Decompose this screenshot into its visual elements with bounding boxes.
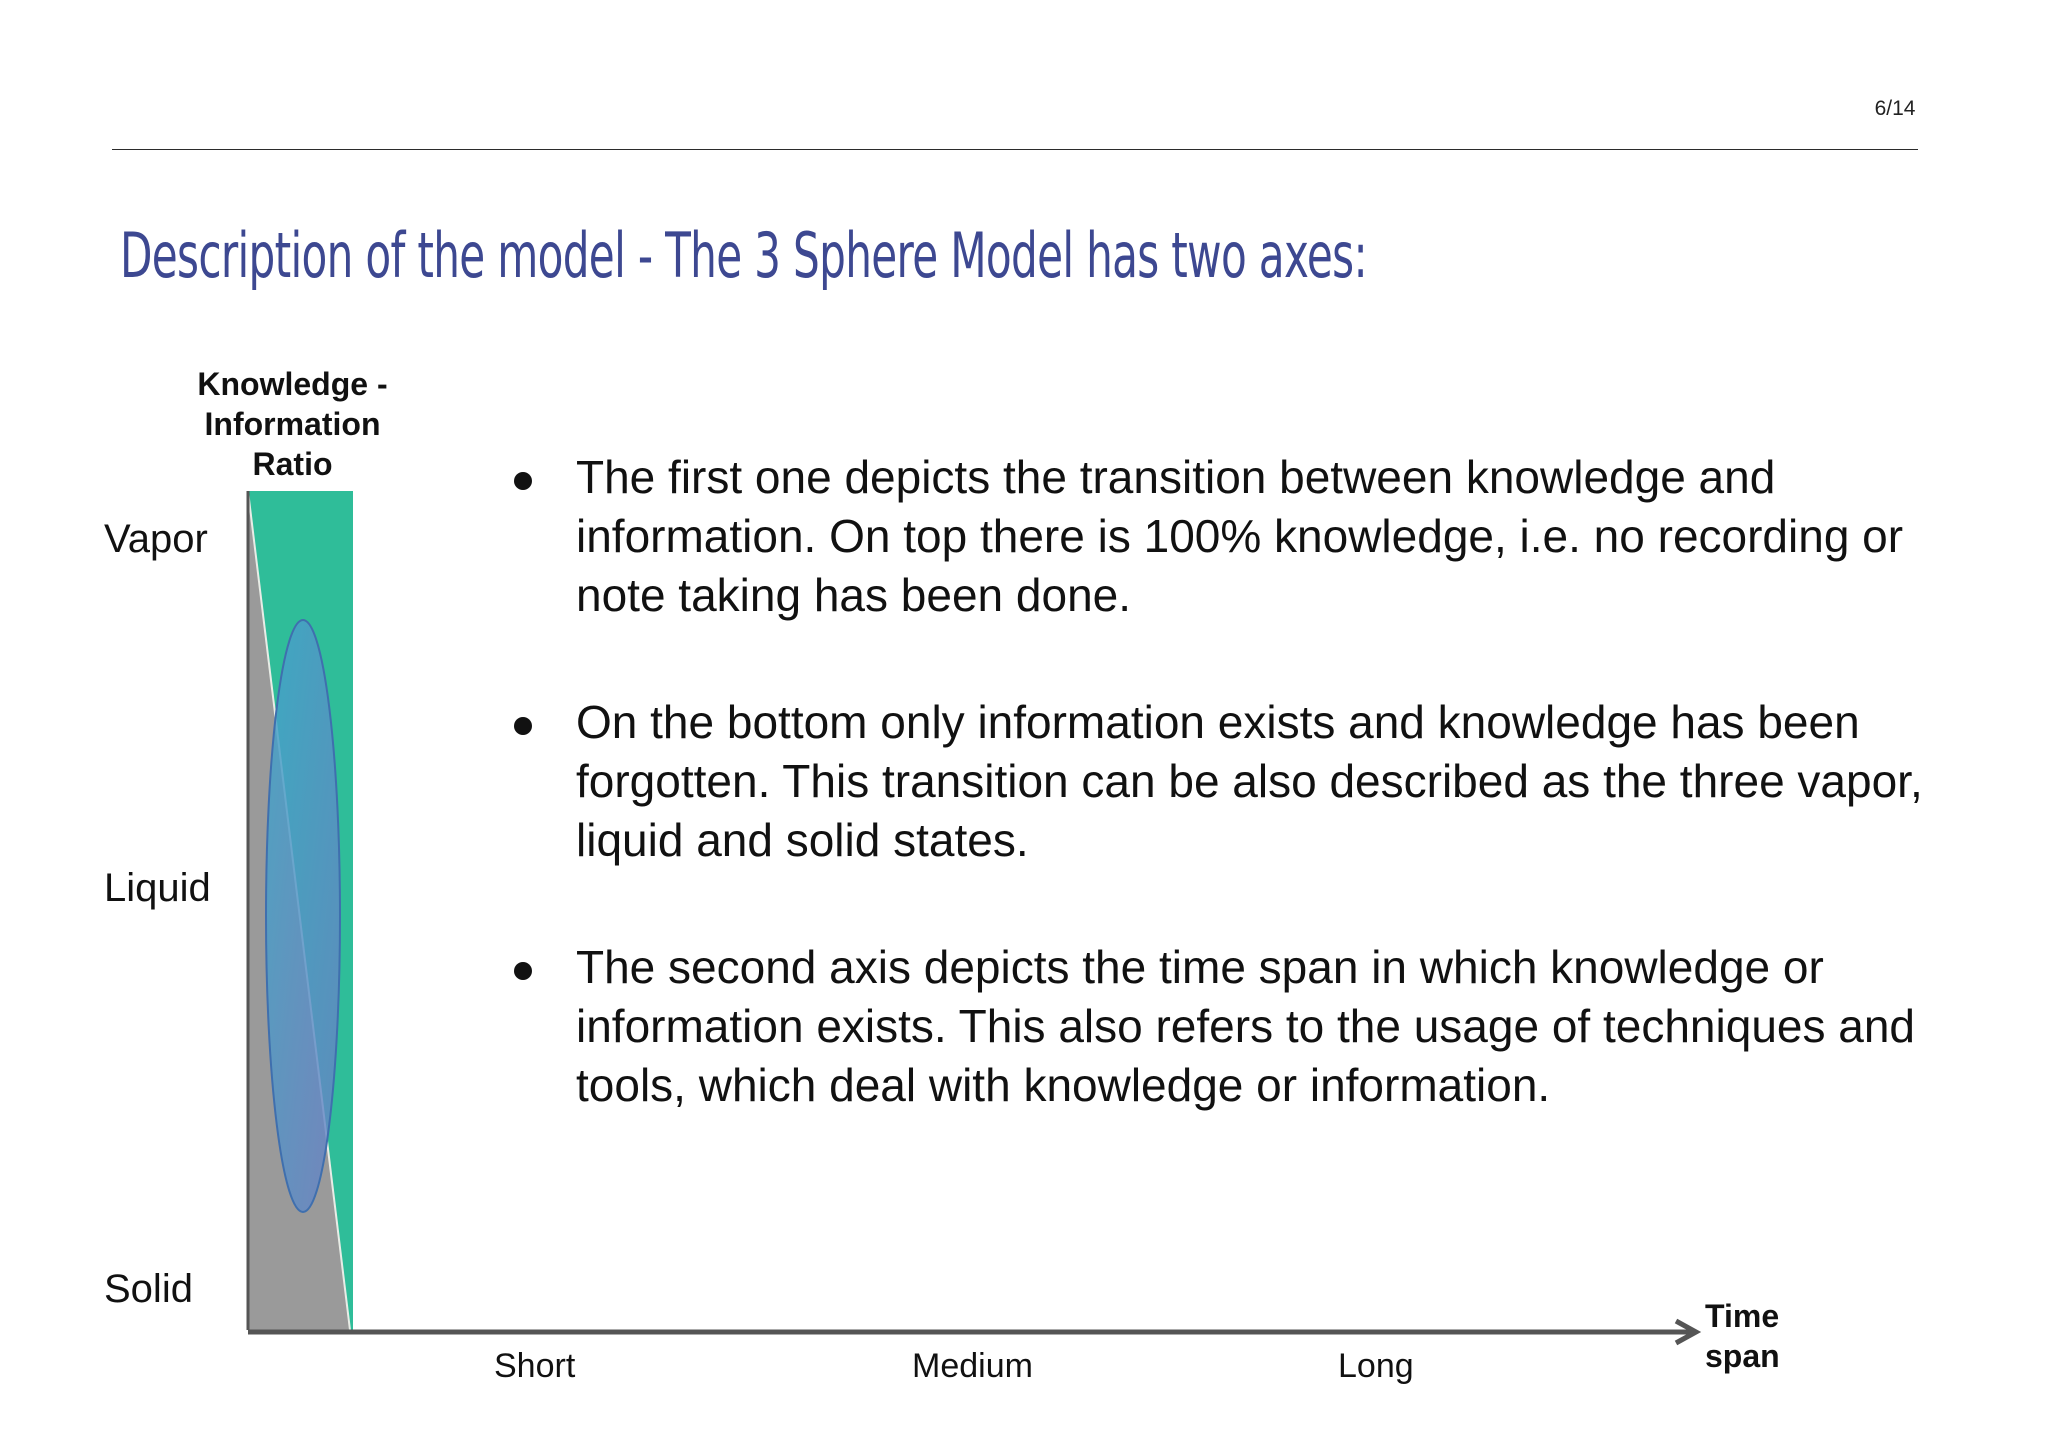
bullet-dot (514, 717, 532, 735)
time-label-short: Short (494, 1347, 576, 1385)
bullet-list (510, 448, 1990, 1115)
state-label-liquid: Liquid (104, 866, 211, 910)
bullet-item (510, 448, 1990, 625)
sphere-ellipse (266, 620, 340, 1212)
bullet-dot (514, 962, 532, 980)
bullet-text: The first one depicts the transition between knowledge and information. On top there is 100% knowledge, i.e. no recording or note taking has been done. (576, 451, 1904, 621)
slide-title: Description of the model - The 3 Sphere Model has two axes: (120, 219, 1368, 292)
page-number: 6/14 (1874, 97, 1916, 120)
time-label-medium: Medium (912, 1347, 1033, 1385)
bullet-item (510, 693, 1990, 870)
bullet-text: The second axis depicts the time span in which knowledge or information exists. This also refers to the usage of techniques and tools, which deal with knowledge or information. (576, 941, 1916, 1111)
y-axis-title: Knowledge - Information Ratio (197, 366, 388, 482)
x-axis-title: Time span (1705, 1298, 1780, 1374)
time-label-long: Long (1338, 1347, 1414, 1385)
state-label-solid: Solid (104, 1267, 193, 1311)
bullet-dot (514, 472, 532, 490)
bullet-item (510, 938, 1990, 1115)
bullet-text: On the bottom only information exists and knowledge has been forgotten. This transition can be also described as the three vapor, liquid and solid states. (576, 696, 1923, 866)
state-label-vapor: Vapor (104, 517, 208, 561)
